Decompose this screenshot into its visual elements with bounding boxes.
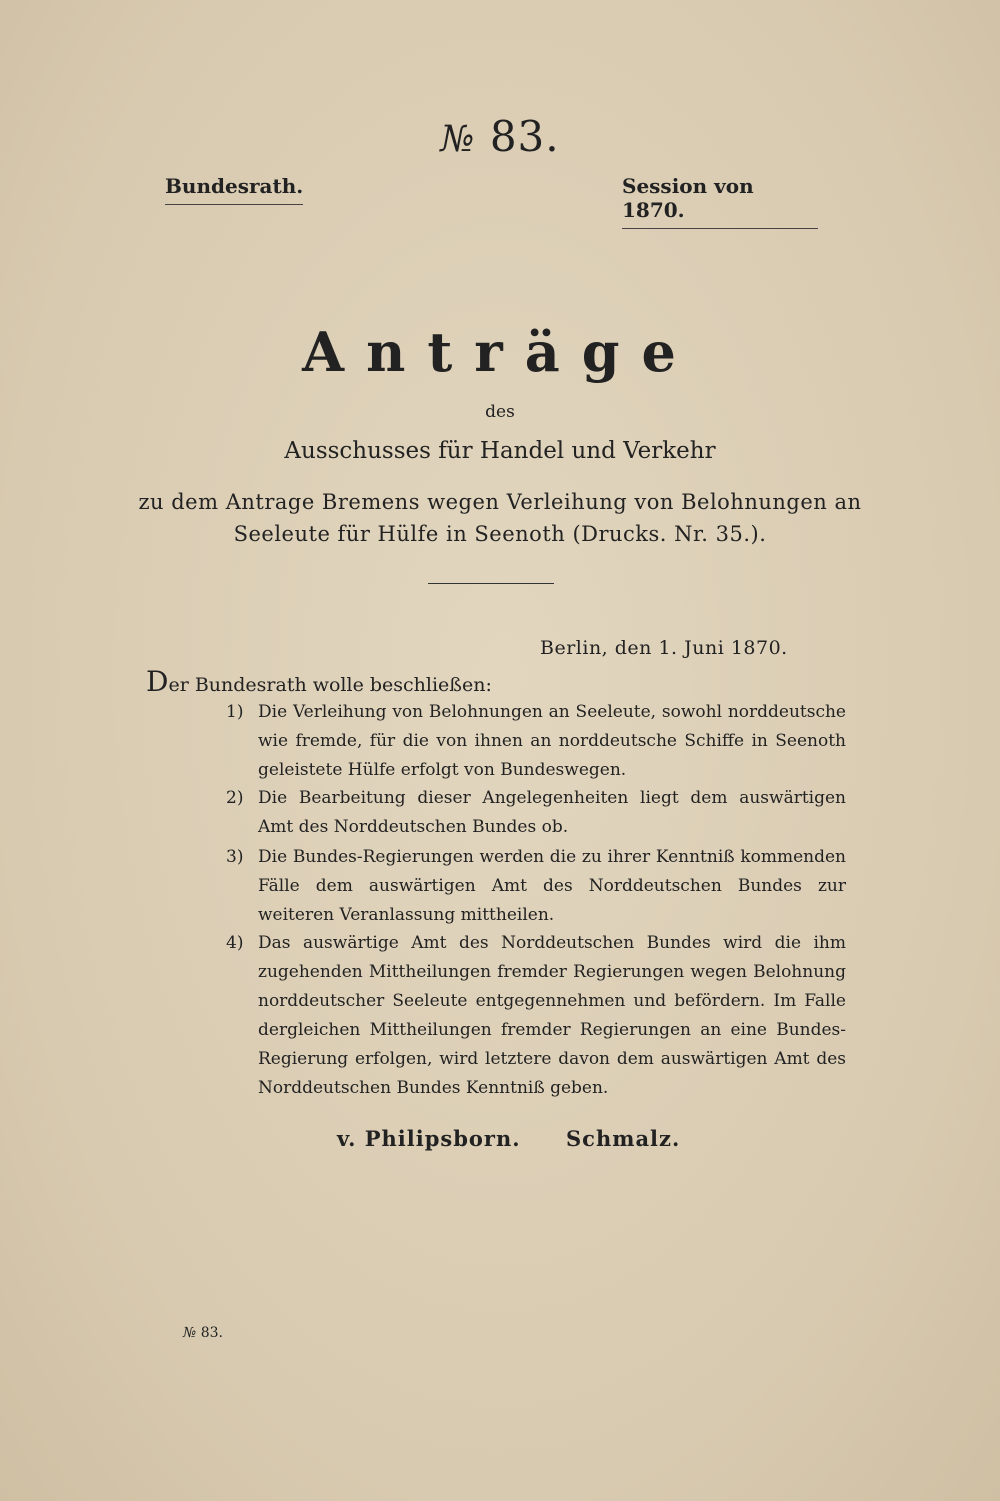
item-number: 3) [226, 847, 244, 867]
header-right: Session von 1870. [622, 174, 818, 229]
number-value: 83. [489, 112, 560, 161]
subtitle-line-2: zu dem Antrage Bremens wegen Verleihung von Belohnungen an [138, 490, 862, 514]
list-item [226, 784, 846, 842]
intro-initial: D [146, 665, 169, 698]
item-text: Die Verleihung von Belohnungen an Seeleute, sowohl norddeutsche wie fremde, für die von ihnen an norddeutsche Schiffe in Seenoth geleistete Hülfe erfolgt von Bundeswegen. [258, 702, 846, 780]
intro-text: er Bundesrath wolle beschließen: [168, 674, 492, 696]
footer-number-sign: № [183, 1325, 197, 1341]
item-number: 1) [226, 702, 244, 722]
document-title: Anträge [302, 320, 698, 384]
list-item [226, 843, 846, 930]
subtitle-line-1: Ausschusses für Handel und Verkehr [284, 438, 716, 464]
footer-number [183, 1325, 223, 1341]
header-left: Bundesrath. [165, 174, 303, 205]
item-text: Das auswärtige Amt des Norddeutschen Bundes wird die ihm zugehenden Mittheilungen fremder Regierungen wegen Belohnung norddeutscher Seeleute entgegennehmen und befördern. Im Falle dergleichen Mittheilungen fremder Regierungen an eine Bundes-Regierung erfolgen, wird letztere davon dem auswärtigen Amt des Norddeutschen Bundes Kenntniß geben. [258, 933, 846, 1098]
item-number: 4) [226, 933, 244, 953]
signature-second: Schmalz. [566, 1126, 681, 1151]
dateline: Berlin, den 1. Juni 1870. [540, 637, 788, 659]
title-des: des [485, 402, 515, 422]
footer-number-value: 83. [200, 1325, 223, 1341]
divider-rule [428, 583, 554, 584]
subtitle-line-3: Seeleute für Hülfe in Seenoth (Drucks. Nr. 35.). [233, 522, 767, 546]
item-number: 2) [226, 788, 244, 808]
list-item [226, 929, 846, 1103]
document-number [0, 112, 1000, 161]
signature-first: v. Philipsborn. [337, 1126, 521, 1151]
item-text: Die Bearbeitung dieser Angelegenheiten liegt dem auswärtigen Amt des Norddeutschen Bundes ob. [258, 788, 846, 837]
list-item [226, 698, 846, 785]
item-text: Die Bundes-Regierungen werden die zu ihrer Kenntniß kommenden Fälle dem auswärtigen Amt des Norddeutschen Bundes zur weiteren Veranlassung mittheilen. [258, 847, 846, 925]
number-sign: № [440, 119, 476, 160]
intro-line [146, 665, 492, 698]
